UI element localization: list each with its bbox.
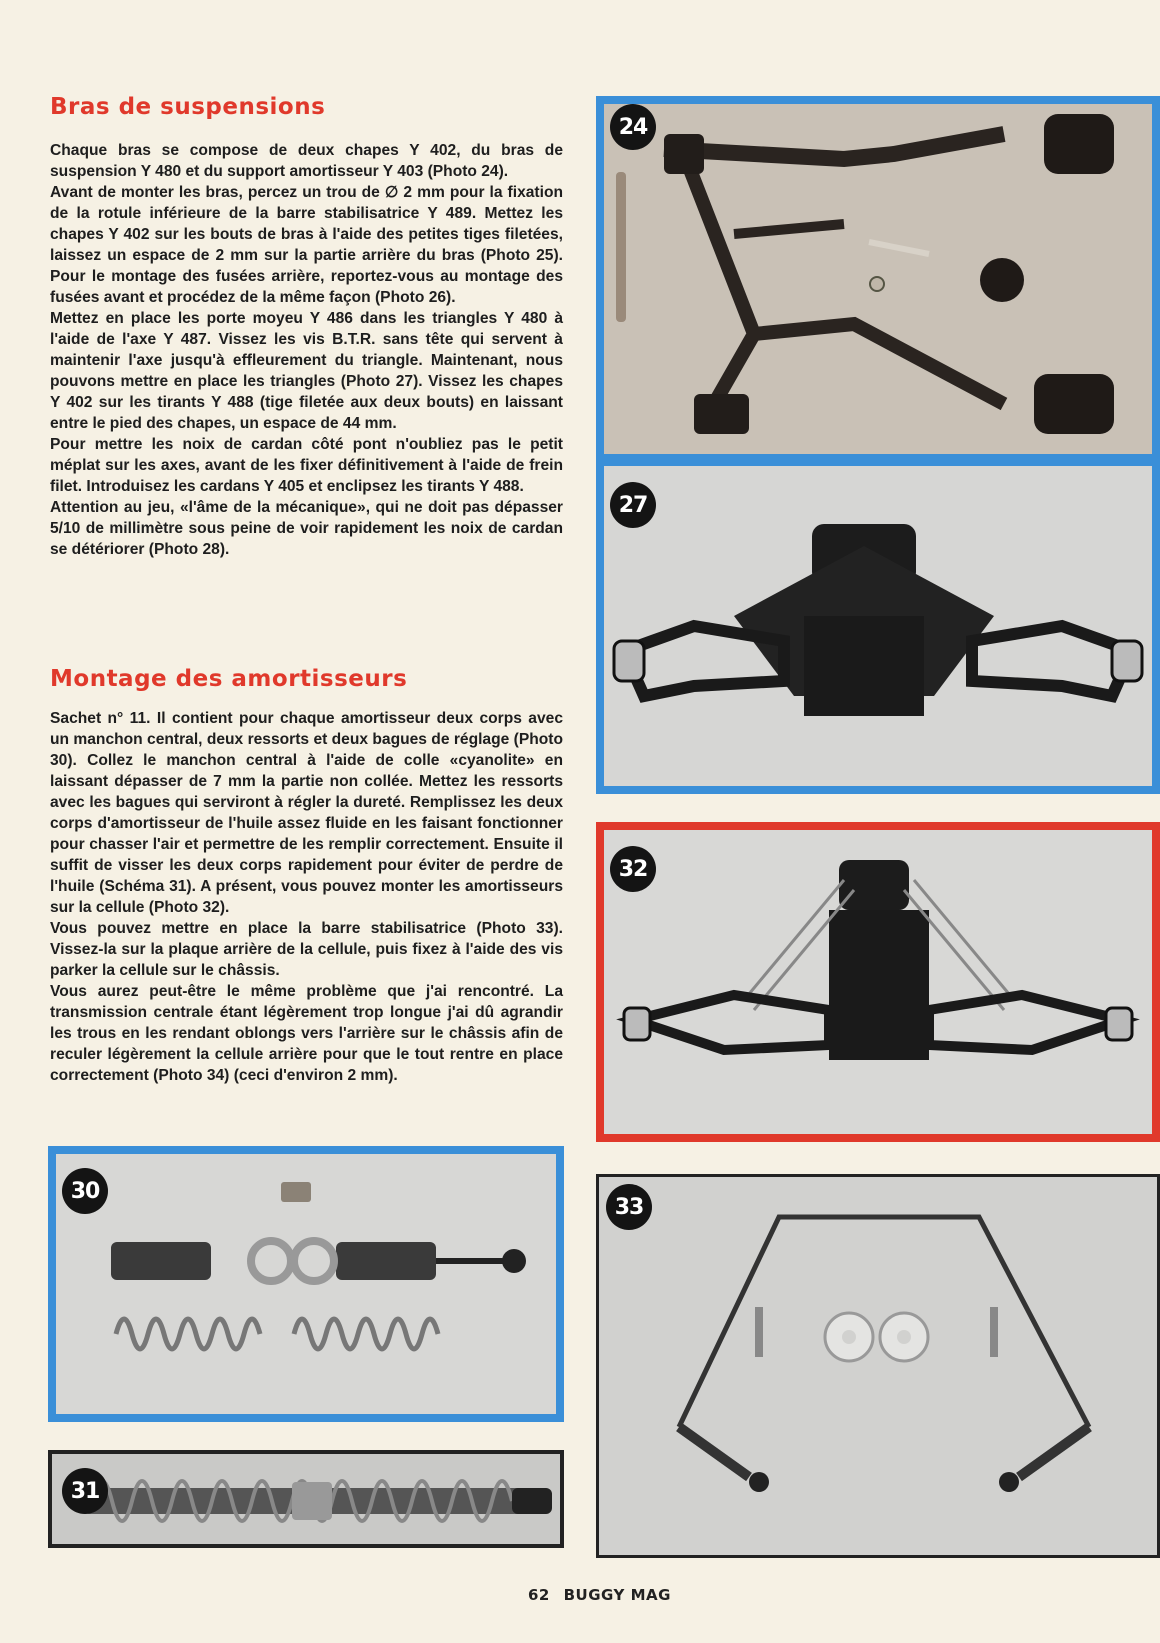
- photo-31-number: 31: [62, 1468, 108, 1514]
- photo-31-frame: [48, 1450, 564, 1548]
- section-title-bras: Bras de suspensions: [50, 94, 326, 120]
- paragraph: Chaque bras se compose de deux chapes Y 402, du bras de suspension Y 480 et du support amortisseur Y 403 (Photo 24).: [50, 142, 563, 180]
- photo-24-number: 24: [610, 104, 656, 150]
- photo-33-image: [599, 1177, 1157, 1555]
- section-body-amortisseurs: [50, 708, 563, 1086]
- paragraph: Attention au jeu, «l'âme de la mécanique», qui ne doit pas dépasser 5/10 de millimètre sous peine de voir rapidement les noix de cardan se détériorer (Photo 28).: [50, 499, 563, 558]
- paragraph: Vous aurez peut-être le même problème que j'ai rencontré. La transmission centrale étant légèrement trop longue j'ai dû agrandir les trous en les rendant oblongs vers l'arrière sur le châssis afin de reculer légèrement la cellule arrière pour que le tout rentre en place correctement (Photo 34) (ceci d'environ 2 mm).: [50, 983, 563, 1084]
- photo-24-frame: [596, 96, 1160, 462]
- paragraph: Mettez en place les porte moyeu Y 486 dans les triangles Y 480 à l'aide de l'axe Y 487. Vissez les vis B.T.R. sans tête qui servent à maintenir l'axe jusqu'à effleurement du triangle. Maintenant, nous pouvons mettre en place les triangles (Photo 27). Vissez les chapes Y 402 sur les tirants Y 488 (tige filetée aux deux bouts) en laissant entre le pied des chapes, un espace de 44 mm.: [50, 310, 563, 432]
- photo-30-number: 30: [62, 1168, 108, 1214]
- photo-31-image: [52, 1454, 560, 1544]
- paragraph: Vous pouvez mettre en place la barre stabilisatrice (Photo 33). Vissez-la sur la plaque arrière de la cellule, puis fixez à l'aide des vis parker la cellule sur le châssis.: [50, 920, 563, 979]
- photo-27-number: 27: [610, 482, 656, 528]
- photo-32-frame: [596, 822, 1160, 1142]
- photo-33-frame: [596, 1174, 1160, 1558]
- paragraph: Avant de monter les bras, percez un trou de ∅ 2 mm pour la fixation de la rotule inférieure de la barre stabilisatrice Y 489. Mettez les chapes Y 402 sur les bouts de bras à l'aide des petites tiges filetées, laissez un espace de 2 mm sur la partie arrière du bras (Photo 25). Pour le montage des fusées arrière, reportez-vous au montage des fusées avant et procédez de la même façon (Photo 26).: [50, 184, 563, 306]
- photo-32-image: [604, 830, 1152, 1134]
- page-footer: [528, 1586, 671, 1604]
- paragraph: Sachet n° 11. Il contient pour chaque amortisseur deux corps avec un manchon central, deux ressorts et deux bagues de réglage (Photo 30). Collez le manchon central à l'aide de colle «cyanolite» en laissant dépasser de 7 mm la partie non collée. Mettez les ressorts avec les bagues qui serviront à régler la dureté. Remplissez les deux corps d'amortisseur de l'huile assez fluide en les faisant fonctionner pour chasser l'air et permettre de les remplir correctement. Ensuite il suffit de visser les deux corps rapidement pour éviter de perdre de l'huile (Schéma 31). A présent, vous pouvez monter les amortisseurs sur la cellule (Photo 32).: [50, 710, 563, 916]
- photo-24-image: [604, 104, 1152, 454]
- photo-32-number: 32: [610, 846, 656, 892]
- section-body-bras: [50, 140, 563, 560]
- photo-27-image: [604, 466, 1152, 786]
- photo-33-number: 33: [606, 1184, 652, 1230]
- magazine-name: BUGGY MAG: [563, 1586, 671, 1604]
- page-number: 62: [528, 1586, 550, 1604]
- paragraph: Pour mettre les noix de cardan côté pont n'oubliez pas le petit méplat sur les axes, avant de les fixer définitivement à l'aide de frein filet. Introduisez les cardans Y 405 et enclipsez les tirants Y 488.: [50, 436, 563, 495]
- photo-27-frame: [596, 462, 1160, 794]
- photo-30-frame: [48, 1146, 564, 1422]
- section-title-amortisseurs: Montage des amortisseurs: [50, 666, 408, 692]
- photo-30-image: [56, 1154, 556, 1414]
